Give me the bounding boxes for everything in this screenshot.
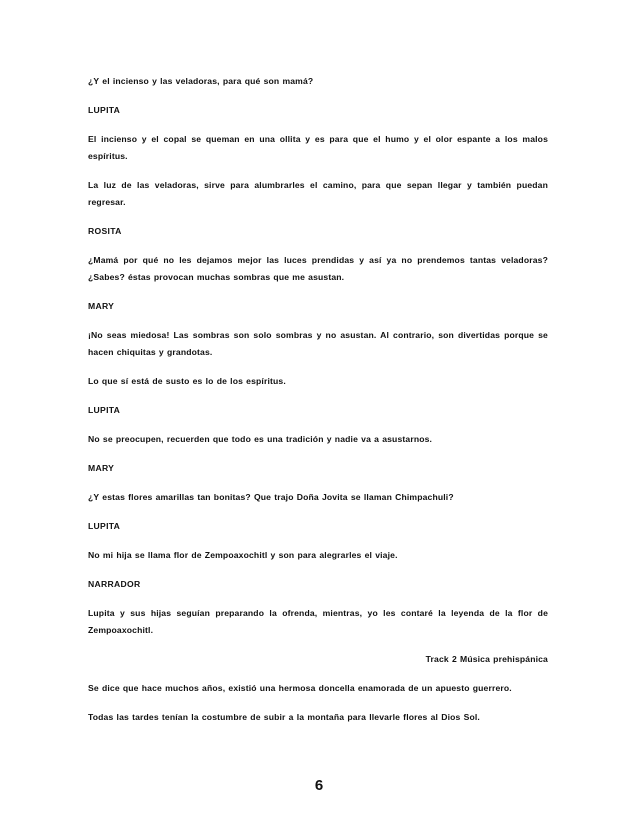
speaker-lupita-2: LUPITA bbox=[88, 405, 121, 415]
dialogue-rosita-lights: ¿Mamá por qué no les dejamos mejor las luces prendidas y así ya no prendemos tantas veladoras? ¿Sabes? éstas provocan muchas sombras que me asustan. bbox=[88, 255, 548, 282]
narration-maiden: Se dice que hace muchos años, existió una hermosa doncella enamorada de un apuesto guerrero. bbox=[88, 683, 512, 693]
speaker-mary-2: MARY bbox=[88, 463, 115, 473]
script-text-body bbox=[88, 73, 548, 738]
speaker-mary-1: MARY bbox=[88, 301, 115, 311]
dialogue-mary-shadows: ¡No seas miedosa! Las sombras son solo sombras y no asustan. Al contrario, son divertidas porque se hacen chiquitas y grandotas. bbox=[88, 330, 548, 357]
speaker-rosita-1: ROSITA bbox=[88, 226, 122, 236]
page-number: 6 bbox=[314, 777, 324, 794]
speaker-lupita-3: LUPITA bbox=[88, 521, 121, 531]
dialogue-rosita-incense-question: ¿Y el incienso y las veladoras, para qué son mamá? bbox=[88, 76, 314, 86]
speaker-lupita-1: LUPITA bbox=[88, 105, 121, 115]
dialogue-lupita-incense: El incienso y el copal se queman en una ollita y es para que el humo y el olor espante a los malos espíritus. bbox=[88, 134, 548, 161]
dialogue-mary-spirits: Lo que sí está de susto es lo de los espíritus. bbox=[88, 376, 286, 386]
narration-flowers-sun: Todas las tardes tenían la costumbre de subir a la montaña para llevarle flores al Dios Sol. bbox=[88, 712, 480, 722]
dialogue-lupita-zempoaxochitl: No mi hija se llama flor de Zempoaxochitl y son para alegrarles el viaje. bbox=[88, 550, 398, 560]
speaker-narrador: NARRADOR bbox=[88, 579, 141, 589]
music-cue-track-2: Track 2 Música prehispánica bbox=[425, 654, 548, 664]
narration-legend-intro: Lupita y sus hijas seguían preparando la ofrenda, mientras, yo les contaré la leyenda de la flor de Zempoaxochitl. bbox=[88, 608, 548, 635]
dialogue-mary-flowers: ¿Y estas flores amarillas tan bonitas? Que trajo Doña Jovita se llaman Chimpachuli? bbox=[88, 492, 454, 502]
dialogue-lupita-tradition: No se preocupen, recuerden que todo es una tradición y nadie va a asustarnos. bbox=[88, 434, 433, 444]
dialogue-lupita-candles: La luz de las veladoras, sirve para alumbrarles el camino, para que sepan llegar y también puedan regresar. bbox=[88, 180, 548, 207]
